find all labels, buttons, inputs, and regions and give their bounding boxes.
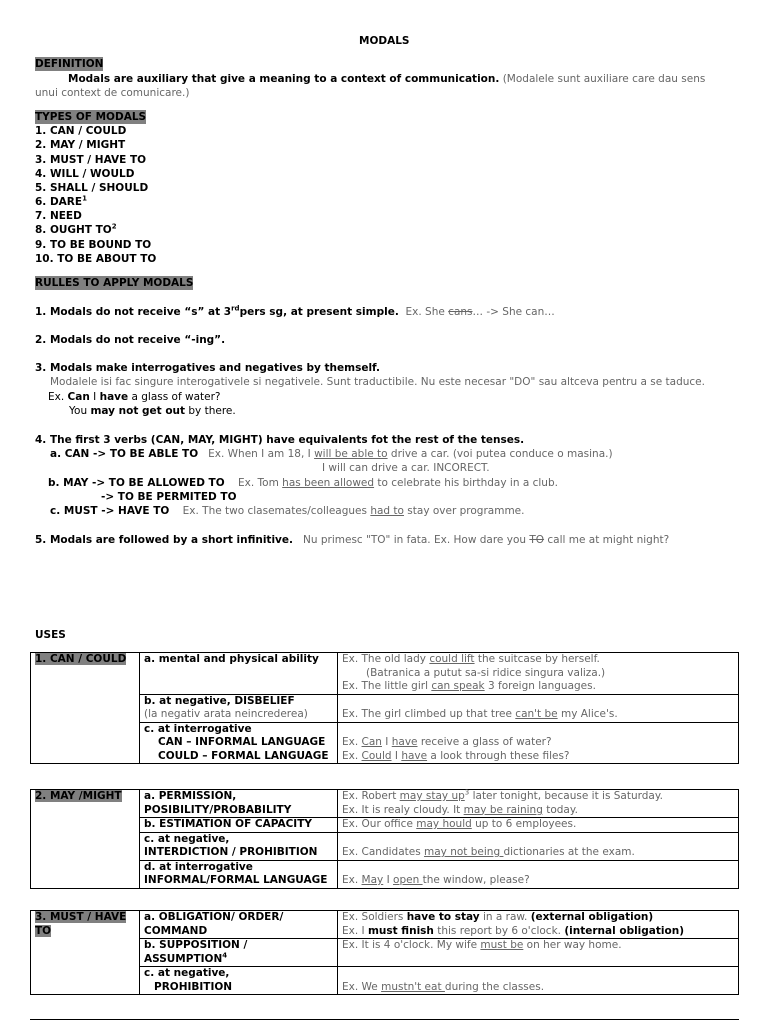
types-item: 10. TO BE ABOUT TO <box>35 253 157 265</box>
types-item: 3. MUST / HAVE TO <box>35 154 147 166</box>
table-cell: b. at negative, DISBELIEF (la negativ arata neincrederea) <box>140 694 338 722</box>
table-cell: a. PERMISSION, POSIBILITY/PROBABILITY <box>140 790 338 818</box>
rule-3-note: Modalele isi fac singure interogativele si negativele. Sunt traductibile. Nu este necesar "DO" sau altceva pentru a se taduce. <box>50 376 705 388</box>
table-row <box>31 911 739 939</box>
rule-4a: a. CAN -> TO BE ABLE TO Ex. When I am 18, I will be able to drive a car. (voi putea conduce o masina.) <box>50 448 613 460</box>
definition-text: Modals are auxiliary that give a meaning to a context of communication. <box>68 73 500 85</box>
types-heading: TYPES OF MODALS <box>35 111 147 123</box>
table-cell: Ex. Our office may hould up to 6 employees. <box>338 818 739 833</box>
table-cell: Ex. Robert may stay $up^3$ later tonight, because it is Saturday. Ex. It is realy cloudy. It may be raining today. <box>338 790 739 818</box>
types-item: 1. CAN / COULD <box>35 125 127 137</box>
types-item: 9. TO BE BOUND TO <box>35 239 152 251</box>
rule-2: 2. Modals do not receive “-ing”. <box>35 334 226 346</box>
uses-heading: USES <box>35 629 66 641</box>
table-cell: b. SUPPOSITION / ASSUMPTION$^4$ <box>140 939 338 967</box>
table-cell: a. OBLIGATION/ ORDER/ COMMAND <box>140 911 338 939</box>
footnote-mark: 2 <box>111 222 117 231</box>
table-cell: c. at negative, INTERDICTION / PROHIBITION <box>140 832 338 860</box>
table-cell: a. mental and physical ability <box>140 653 338 695</box>
rule-4c: c. MUST -> HAVE TO Ex. The two clasemates/colleagues had to stay over programme. <box>50 505 525 517</box>
uses-table-must <box>30 910 739 995</box>
definition-heading: DEFINITION <box>35 58 104 70</box>
rule-1: 1. Modals do not receive “s” at 3rdpers sg, at present simple. Ex. She cans… -> She can… <box>35 304 555 318</box>
table-cell-label: 1. CAN / COULD <box>31 653 140 764</box>
definition-translation: (Modalele sunt auxiliare care dau sens <box>502 73 706 85</box>
table-cell: b. ESTIMATION OF CAPACITY <box>140 818 338 833</box>
page-title: MODALS <box>359 35 410 47</box>
table-cell-label: 3. MUST / HAVE TO <box>31 911 140 995</box>
rule-4b-2: -> TO BE PERMITED TO <box>101 491 237 503</box>
types-item: 2. MAY / MIGHT <box>35 139 126 151</box>
table-cell: c. at negative, PROHIBITION <box>140 967 338 995</box>
table-cell: Ex. Can I have receive a glass of water? Ex. Could I have a look through these files? <box>338 722 739 764</box>
definition-translation-cont: unui context de comunicare.) <box>35 87 190 99</box>
next-table-edge <box>30 1019 739 1026</box>
types-item-ought: 8. OUGHT $TO^2$ <box>35 222 117 236</box>
table-cell: d. at interrogative INFORMAL/FORMAL LANGUAGE <box>140 860 338 888</box>
footnote-mark: 1 <box>82 194 87 203</box>
types-item-dare: 6. DARE$^1$ <box>35 194 87 208</box>
table-cell: Ex. We mustn't eat during the classes. <box>338 967 739 995</box>
table-cell: Ex. The old lady could lift the suitcase by herself. (Batranica a putut sa-si ridice singura valiza.) Ex. The little girl can speak 3 foreign languages. <box>338 653 739 695</box>
table-cell: Ex. May I open the window, please? <box>338 860 739 888</box>
table-cell: Ex. Soldiers have to stay in a raw. (external obligation) Ex. I must finish this report by 6 o'clock. (internal obligation) <box>338 911 739 939</box>
types-item: 5. SHALL / SHOULD <box>35 182 149 194</box>
uses-table-can <box>30 652 739 764</box>
rule-3: 3. Modals make interrogatives and negatives by themself. <box>35 362 381 374</box>
definition-line-1 <box>68 72 705 86</box>
table-cell: c. at interrogative CAN – INFORMAL LANGUAGE COULD – FORMAL LANGUAGE <box>140 722 338 764</box>
rule-4b: b. MAY -> TO BE ALLOWED TO Ex. Tom has been allowed to celebrate his birthday in a club. <box>48 477 558 489</box>
rule-4a-incorrect: I will can drive a car. INCORECT. <box>322 462 490 474</box>
rule-5: 5. Modals are followed by a short infinitive. Nu primesc "TO" in fata. Ex. How dare you TO call me at might night? <box>35 534 670 546</box>
rule-4: 4. The first 3 verbs (CAN, MAY, MIGHT) have equivalents fot the rest of the tenses. <box>35 434 525 446</box>
table-cell: Ex. Candidates may not being dictionaries at the exam. <box>338 832 739 860</box>
types-item: 7. NEED <box>35 210 82 222</box>
types-item: 4. WILL / WOULD <box>35 168 135 180</box>
table-cell-label: 2. MAY /MIGHT <box>31 790 140 889</box>
uses-table-may <box>30 789 739 889</box>
table-cell: Ex. It is 4 o'clock. My wife must be on her way home. <box>338 939 739 967</box>
rule-3-example-2: You may not get out by there. <box>69 405 236 417</box>
table-row <box>31 653 739 695</box>
rules-heading: RULLES TO APPLY MODALS <box>35 277 194 289</box>
table-cell: Ex. The girl climbed up that tree can't be my Alice's. <box>338 694 739 722</box>
table-row <box>31 790 739 818</box>
rule-3-example-1: Ex. Can I have a glass of water? <box>48 391 221 403</box>
